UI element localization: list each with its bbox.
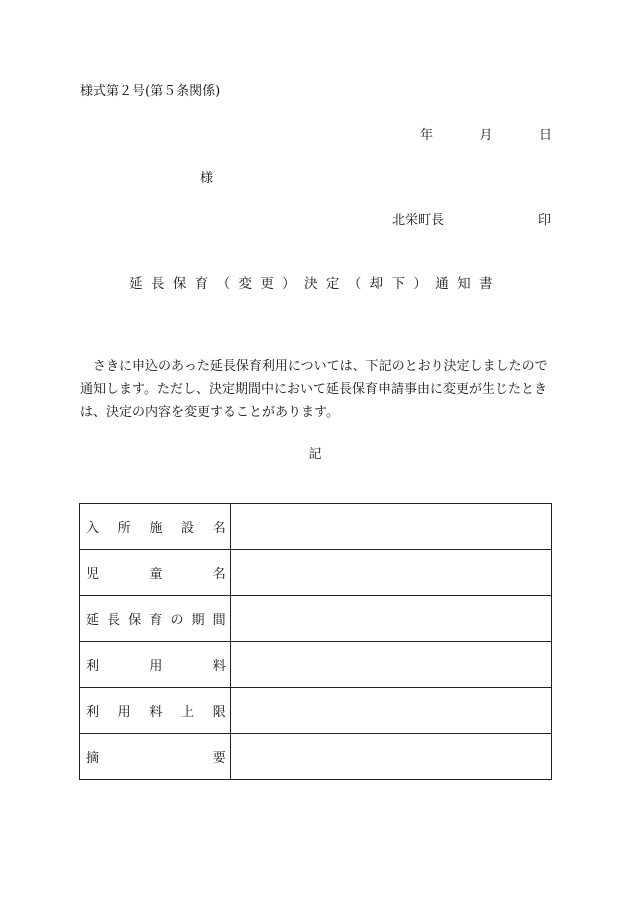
row-value-field[interactable]: [230, 642, 551, 688]
row-label-cell: [80, 596, 231, 642]
table-row: [80, 596, 552, 642]
date-year-label: 年: [420, 128, 434, 143]
table-row: [80, 734, 552, 780]
date-line: [420, 124, 552, 143]
row-label-cell: [80, 642, 231, 688]
detail-table: [79, 503, 552, 780]
table-row: [80, 550, 552, 596]
row-label: 延 長 保 育 の 期 間: [86, 613, 226, 628]
row-label: 児 童 名: [86, 567, 226, 582]
table-row: [80, 688, 552, 734]
row-label-cell: [80, 504, 231, 550]
date-day-label: 日: [538, 128, 552, 143]
document-title: 延長保育（変更）決定（却下）通知書: [129, 276, 501, 292]
seal-mark: 印: [538, 213, 552, 228]
ki-mark: 記: [308, 447, 322, 462]
row-label: 入 所 施 設 名: [86, 521, 226, 536]
sender-name: 北栄町長: [392, 213, 445, 228]
row-label-cell: [80, 734, 231, 780]
row-label: 摘 要: [86, 751, 226, 766]
row-label-cell: [80, 688, 231, 734]
table-row: [80, 642, 552, 688]
row-value-field[interactable]: [230, 596, 551, 642]
date-month-label: 月: [479, 128, 493, 143]
addressee-suffix: 様: [200, 171, 214, 186]
row-value-field[interactable]: [230, 550, 551, 596]
row-value-field[interactable]: [230, 734, 551, 780]
row-value-field[interactable]: [230, 688, 551, 734]
form-number: 様式第２号(第５条関係): [80, 84, 221, 99]
row-label: 利 用 料 上 限: [86, 705, 226, 720]
row-value-field[interactable]: [230, 504, 551, 550]
table-row: [80, 504, 552, 550]
row-label-cell: [80, 550, 231, 596]
body-text: さきに申込のあった延長保育利用については、下記のとおり決定しましたので通知します。ただし、決定期間中において延長保育申請事由に変更が生じたときは、決定の内容を変更することがあります。: [80, 359, 548, 420]
row-label: 利 用 料: [86, 659, 226, 674]
